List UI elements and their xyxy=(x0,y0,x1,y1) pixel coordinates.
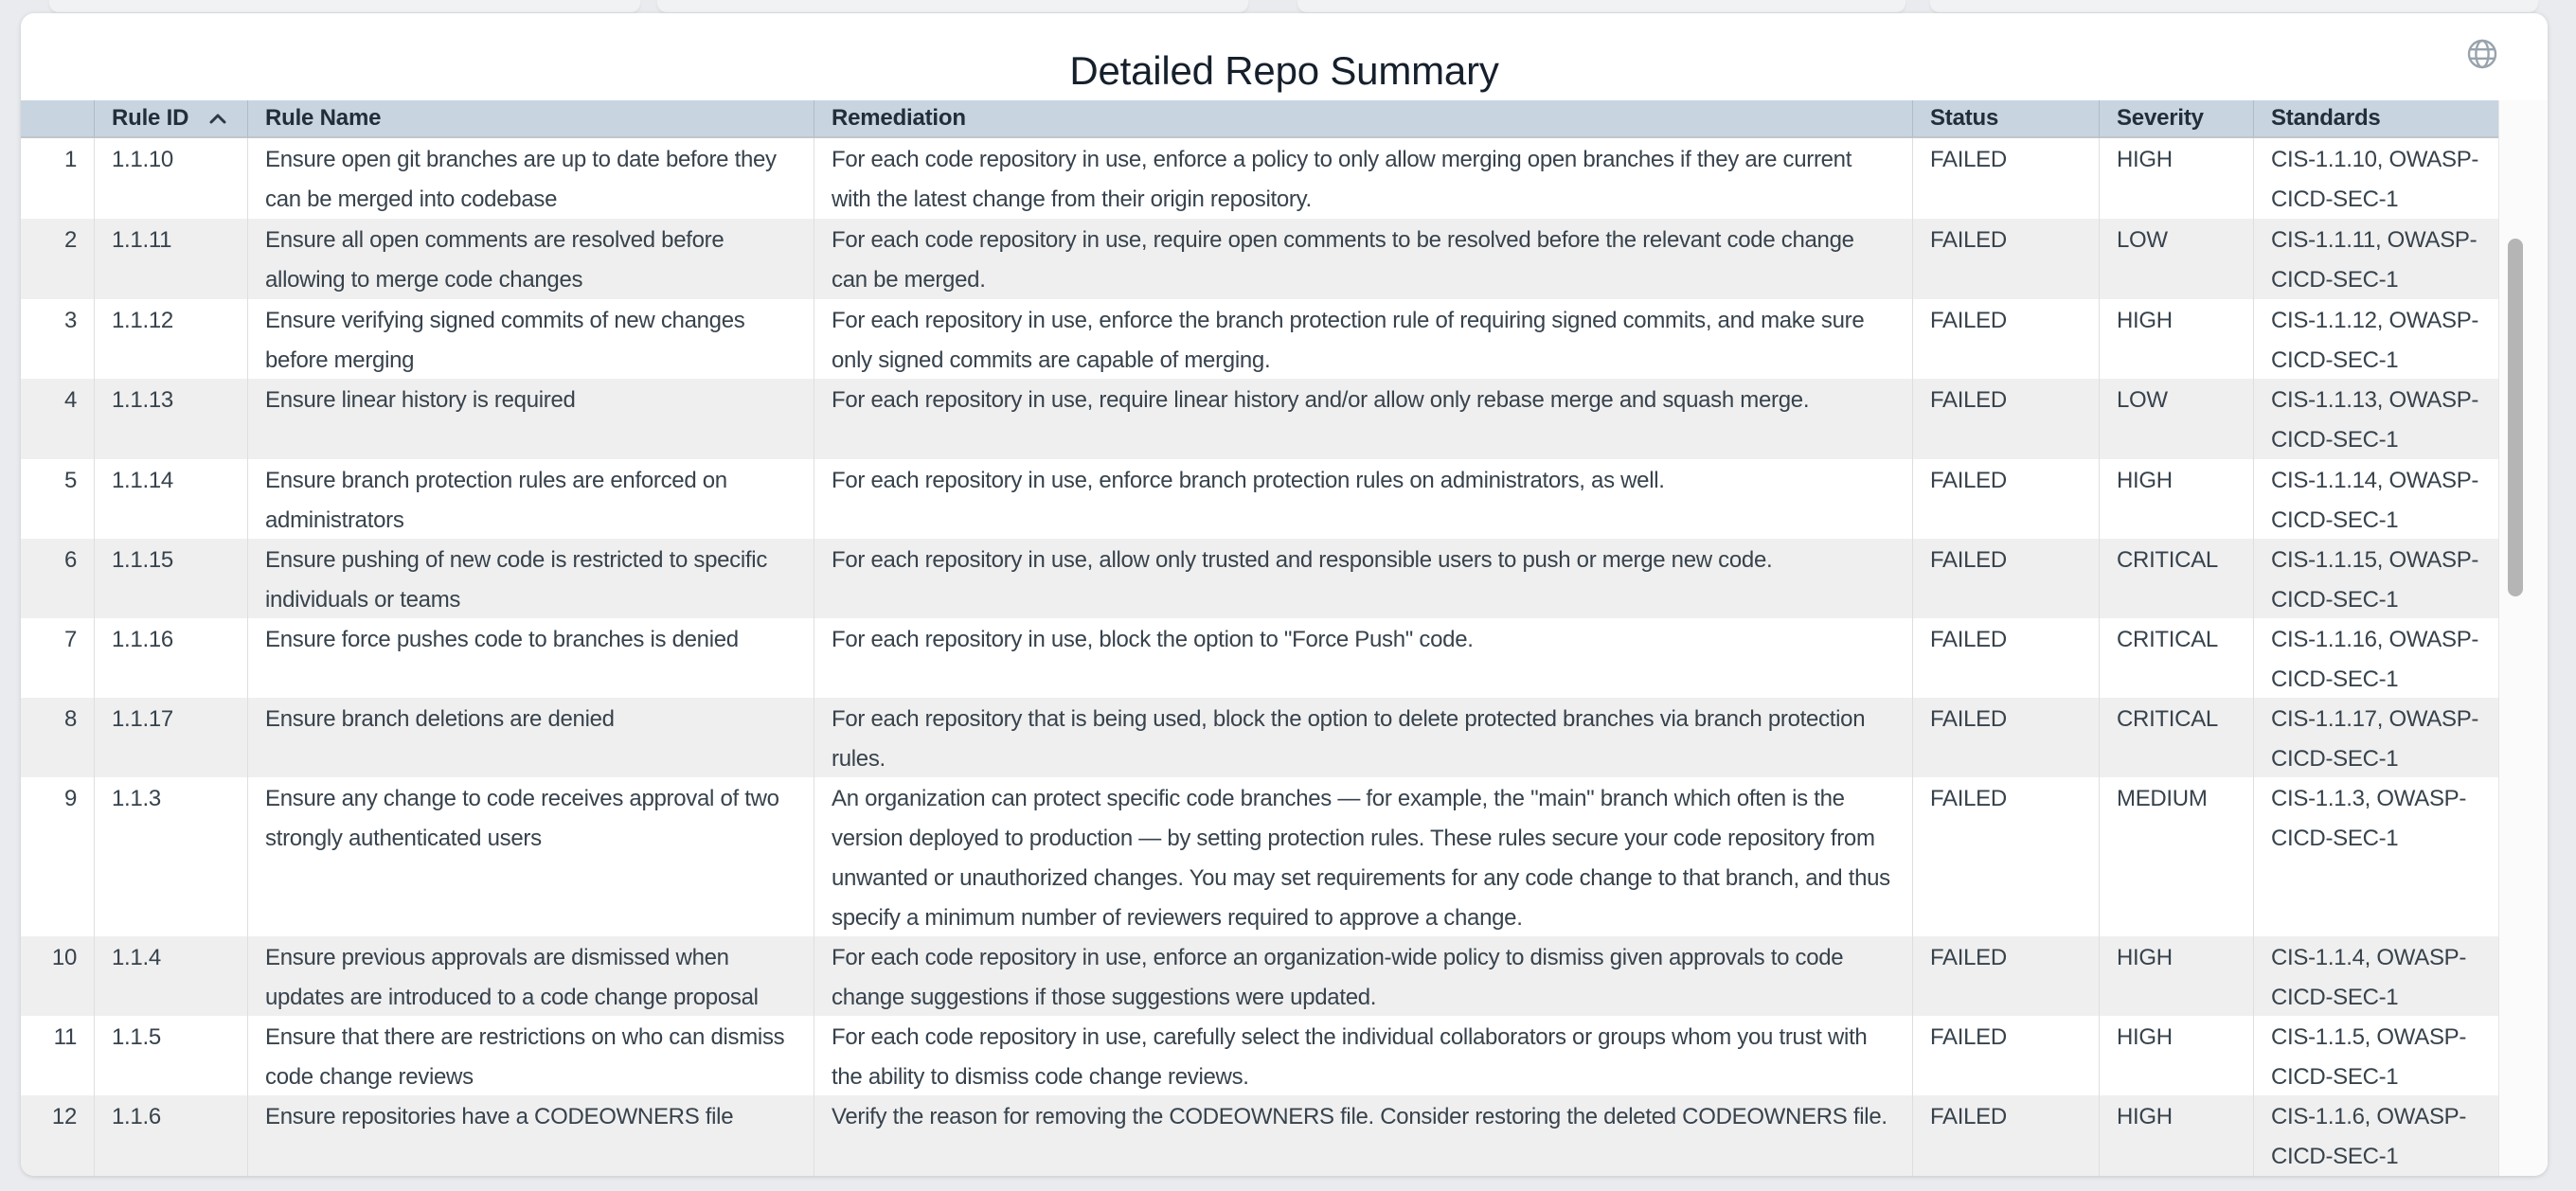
cell-rule_id: 1.1.15 xyxy=(95,539,248,618)
vertical-scrollbar[interactable] xyxy=(2498,100,2548,1176)
cell-severity: LOW xyxy=(2100,379,2254,459)
cell-rule_id: 1.1.11 xyxy=(95,219,248,299)
cell-remediation: For each code repository in use, enforce an organization-wide policy to dismiss given approvals to code change suggestions if those suggestions were updated. xyxy=(814,936,1913,1016)
cell-remediation: For each repository in use, enforce the branch protection rule of requiring signed commits, and make sure only signed commits are capable of merging. xyxy=(814,299,1913,379)
cell-row-number: 9 xyxy=(21,777,95,936)
table-row xyxy=(21,777,2499,936)
cell-severity: HIGH xyxy=(2100,138,2254,219)
table-row xyxy=(21,1016,2499,1095)
cell-remediation: For each code repository in use, enforce a policy to only allow merging open branches if they are current with the latest change from their origin repository. xyxy=(814,138,1913,219)
cell-rule_name: Ensure branch protection rules are enforced on administrators xyxy=(248,459,814,539)
column-header-label: Standards xyxy=(2271,105,2381,131)
table-row xyxy=(21,299,2499,379)
background-card-stub xyxy=(1297,0,1905,12)
repo-summary-table xyxy=(21,100,2548,1176)
cell-row-number: 10 xyxy=(21,936,95,1016)
cell-severity: HIGH xyxy=(2100,936,2254,1016)
cell-standards: CIS-1.1.14, OWASP-CICD-SEC-1 xyxy=(2254,459,2499,539)
table-body xyxy=(21,138,2548,1176)
column-header-status[interactable] xyxy=(1913,100,2100,138)
cell-row-number: 7 xyxy=(21,618,95,698)
cell-status: FAILED xyxy=(1913,777,2100,936)
cell-rule_name: Ensure open git branches are up to date before they can be merged into codebase xyxy=(248,138,814,219)
cell-severity: HIGH xyxy=(2100,1095,2254,1176)
cell-standards: CIS-1.1.12, OWASP-CICD-SEC-1 xyxy=(2254,299,2499,379)
cell-standards: CIS-1.1.16, OWASP-CICD-SEC-1 xyxy=(2254,618,2499,698)
cell-remediation: For each code repository in use, carefully select the individual collaborators or groups whom you trust with the ability to dismiss code change reviews. xyxy=(814,1016,1913,1095)
cell-rule_name: Ensure all open comments are resolved before allowing to merge code changes xyxy=(248,219,814,299)
cell-remediation: Verify the reason for removing the CODEOWNERS file. Consider restoring the deleted CODEOWNERS file. xyxy=(814,1095,1913,1176)
cell-row-number: 12 xyxy=(21,1095,95,1176)
background-card-stub xyxy=(657,0,1248,12)
cell-remediation: For each code repository in use, require open comments to be resolved before the relevant code change can be merged. xyxy=(814,219,1913,299)
detailed-repo-summary-card xyxy=(21,13,2548,1176)
cell-rule_id: 1.1.4 xyxy=(95,936,248,1016)
table-row xyxy=(21,379,2499,459)
cell-severity: HIGH xyxy=(2100,459,2254,539)
cell-severity: CRITICAL xyxy=(2100,539,2254,618)
cell-status: FAILED xyxy=(1913,936,2100,1016)
cell-severity: HIGH xyxy=(2100,299,2254,379)
column-header-label: Rule ID xyxy=(112,105,189,131)
cell-remediation: For each repository in use, allow only trusted and responsible users to push or merge new code. xyxy=(814,539,1913,618)
cell-severity: CRITICAL xyxy=(2100,698,2254,777)
cell-status: FAILED xyxy=(1913,539,2100,618)
cell-status: FAILED xyxy=(1913,379,2100,459)
cell-remediation: For each repository in use, require linear history and/or allow only rebase merge and squash merge. xyxy=(814,379,1913,459)
cell-rule_id: 1.1.12 xyxy=(95,299,248,379)
background-card-stub xyxy=(49,0,640,12)
cell-status: FAILED xyxy=(1913,1095,2100,1176)
cell-severity: HIGH xyxy=(2100,1016,2254,1095)
cell-severity: LOW xyxy=(2100,219,2254,299)
table-row xyxy=(21,1095,2499,1176)
cell-severity: MEDIUM xyxy=(2100,777,2254,936)
cell-remediation: For each repository in use, block the option to "Force Push" code. xyxy=(814,618,1913,698)
cell-row-number: 3 xyxy=(21,299,95,379)
table-row xyxy=(21,936,2499,1016)
cell-row-number: 4 xyxy=(21,379,95,459)
cell-rule_id: 1.1.6 xyxy=(95,1095,248,1176)
column-header-row-number xyxy=(21,100,95,138)
column-header-label: Remediation xyxy=(832,105,966,131)
cell-status: FAILED xyxy=(1913,219,2100,299)
column-header-rule_id[interactable] xyxy=(95,100,248,138)
cell-rule_name: Ensure previous approvals are dismissed when updates are introduced to a code change proposal xyxy=(248,936,814,1016)
cell-row-number: 11 xyxy=(21,1016,95,1095)
cell-standards: CIS-1.1.13, OWASP-CICD-SEC-1 xyxy=(2254,379,2499,459)
cell-rule_name: Ensure any change to code receives approval of two strongly authenticated users xyxy=(248,777,814,936)
column-header-standards[interactable] xyxy=(2254,100,2499,138)
cell-row-number: 2 xyxy=(21,219,95,299)
globe-icon[interactable] xyxy=(2466,38,2498,70)
cell-remediation: An organization can protect specific code branches — for example, the "main" branch which often is the version deployed to production — by setting protection rules. These rules secure your code repository from unwanted or unauthorized changes. You may set requirements for any code change to that branch, and thus specify a minimum number of reviewers required to approve a change. xyxy=(814,777,1913,936)
cell-standards: CIS-1.1.10, OWASP-CICD-SEC-1 xyxy=(2254,138,2499,219)
cell-status: FAILED xyxy=(1913,618,2100,698)
table-row xyxy=(21,459,2499,539)
background-card-stub xyxy=(1930,0,2538,12)
cell-rule_id: 1.1.10 xyxy=(95,138,248,219)
column-header-label: Severity xyxy=(2117,105,2204,131)
cell-status: FAILED xyxy=(1913,299,2100,379)
card-header xyxy=(21,13,2548,100)
cell-rule_id: 1.1.3 xyxy=(95,777,248,936)
cell-status: FAILED xyxy=(1913,459,2100,539)
page-title: Detailed Repo Summary xyxy=(1069,48,1499,93)
cell-rule_id: 1.1.17 xyxy=(95,698,248,777)
cell-standards: CIS-1.1.3, OWASP-CICD-SEC-1 xyxy=(2254,777,2499,936)
column-header-label: Status xyxy=(1930,105,1999,131)
column-header-label: Rule Name xyxy=(265,105,382,131)
cell-row-number: 1 xyxy=(21,138,95,219)
column-header-severity[interactable] xyxy=(2100,100,2254,138)
cell-rule_name: Ensure pushing of new code is restricted to specific individuals or teams xyxy=(248,539,814,618)
cell-rule_name: Ensure verifying signed commits of new changes before merging xyxy=(248,299,814,379)
cell-rule_name: Ensure linear history is required xyxy=(248,379,814,459)
cell-rule_id: 1.1.5 xyxy=(95,1016,248,1095)
cell-rule_name: Ensure that there are restrictions on who can dismiss code change reviews xyxy=(248,1016,814,1095)
cell-standards: CIS-1.1.5, OWASP-CICD-SEC-1 xyxy=(2254,1016,2499,1095)
cell-rule_id: 1.1.16 xyxy=(95,618,248,698)
cell-remediation: For each repository that is being used, block the option to delete protected branches via branch protection rules. xyxy=(814,698,1913,777)
cell-rule_id: 1.1.13 xyxy=(95,379,248,459)
scrollbar-thumb[interactable] xyxy=(2508,239,2523,596)
table-header-row xyxy=(21,100,2499,138)
cell-row-number: 8 xyxy=(21,698,95,777)
cell-rule_id: 1.1.14 xyxy=(95,459,248,539)
cell-status: FAILED xyxy=(1913,698,2100,777)
table-row xyxy=(21,219,2499,299)
table-row xyxy=(21,539,2499,618)
cell-row-number: 5 xyxy=(21,459,95,539)
table-row xyxy=(21,618,2499,698)
cell-severity: CRITICAL xyxy=(2100,618,2254,698)
cell-rule_name: Ensure force pushes code to branches is denied xyxy=(248,618,814,698)
cell-standards: CIS-1.1.4, OWASP-CICD-SEC-1 xyxy=(2254,936,2499,1016)
cell-rule_name: Ensure branch deletions are denied xyxy=(248,698,814,777)
table-row xyxy=(21,138,2499,219)
cell-standards: CIS-1.1.17, OWASP-CICD-SEC-1 xyxy=(2254,698,2499,777)
column-header-remediation[interactable] xyxy=(814,100,1913,138)
cell-rule_name: Ensure repositories have a CODEOWNERS file xyxy=(248,1095,814,1176)
cell-status: FAILED xyxy=(1913,1016,2100,1095)
cell-standards: CIS-1.1.11, OWASP-CICD-SEC-1 xyxy=(2254,219,2499,299)
table-row xyxy=(21,698,2499,777)
sort-ascending-icon xyxy=(207,112,228,125)
cell-standards: CIS-1.1.6, OWASP-CICD-SEC-1 xyxy=(2254,1095,2499,1176)
cell-standards: CIS-1.1.15, OWASP-CICD-SEC-1 xyxy=(2254,539,2499,618)
cell-row-number: 6 xyxy=(21,539,95,618)
column-header-rule_name[interactable] xyxy=(248,100,814,138)
cell-status: FAILED xyxy=(1913,138,2100,219)
cell-remediation: For each repository in use, enforce branch protection rules on administrators, as well. xyxy=(814,459,1913,539)
